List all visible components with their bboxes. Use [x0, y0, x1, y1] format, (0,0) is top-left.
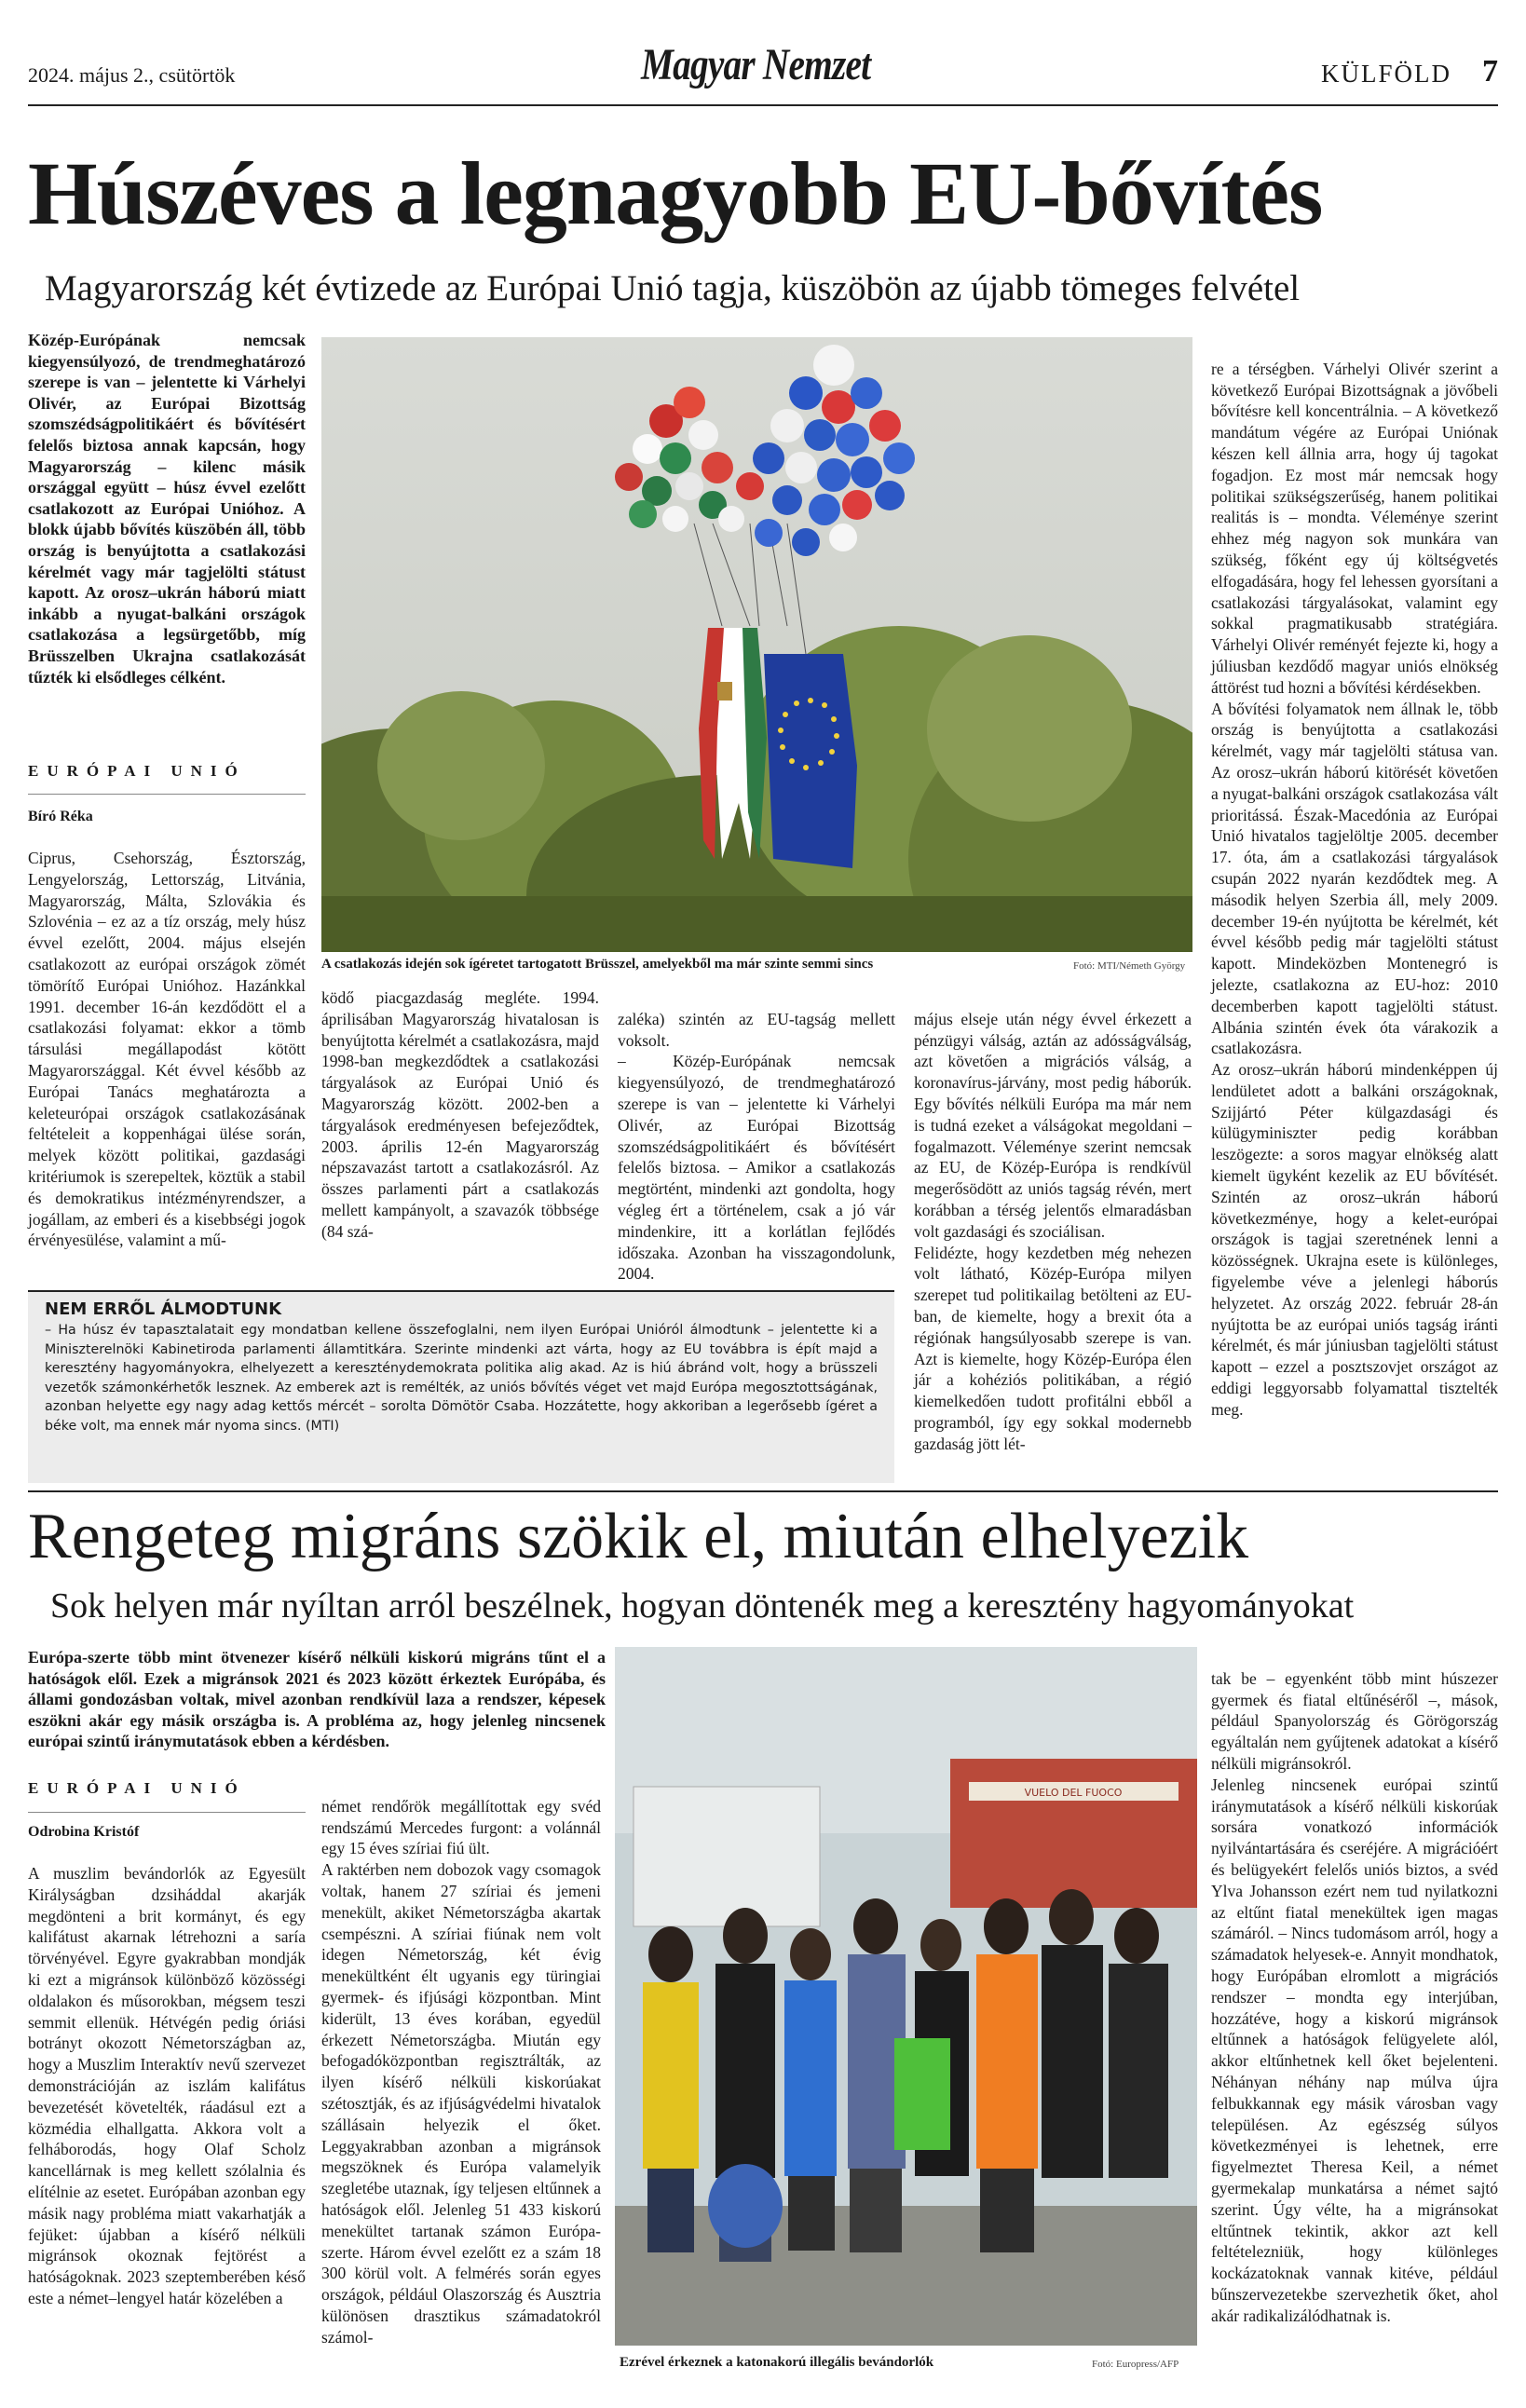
article1-author: Bíró Réka [28, 809, 93, 824]
migrants-photo [615, 1647, 1197, 2346]
quote-box-title: NEM ERRŐL ÁLMODTUNK [45, 1299, 282, 1319]
rubric-divider-2 [28, 1812, 306, 1813]
article1-deck: Magyarország két évtizede az Európai Unió tagja, küszöbön az újabb tömeges felvétel [45, 268, 1301, 308]
newspaper-title[interactable]: Magyar Nemzet [641, 40, 871, 89]
masthead-rule [28, 104, 1498, 106]
article1-photo [321, 337, 1192, 952]
quote-box [28, 1290, 894, 1483]
article2-photo-caption: Ezrével érkeznek a katonakorú illegális bevándorlók [620, 2355, 934, 2370]
issue-date: 2024. május 2., csütörtök [28, 63, 236, 87]
article1-rubric: EURÓPAI UNIÓ [28, 762, 246, 780]
article1-column-1 [28, 848, 306, 1251]
article1-photo-credit: Fotó: MTI/Németh György [1073, 960, 1186, 972]
article1-col2-text: ködő piacgazdaság megléte. 1994. áprilisában Magyarország hivatalosan is benyújtotta kérelmét a csatlakozásra, majd 1998-ban megkezdődtek a csatlakozási tárgyalások az Európai Unió és Magyarország között. 2002-ben a tárgyalások eredményesen befejeződtek, 2003. április 12-én Magyarország népszavazást tartott a csatlakozásról. Az összes parlamenti párt a csatlakozás mellett kampányolt, a szavazók többsége (84 szá- [321, 988, 599, 1241]
article2-col3-text: tak be – egyenként több mint húszezer gyermek és fiatal eltűnéséről –, mások, például Spanyolország és Görögország egyáltalán nem gyűjtenek adatokat a kísérő nélküli migránsokról. Jelenleg nincsenek európai szintű iránymutatások a kísérő nélküli kiskorúak sorsára vonatkozó információk nyilvántartására és cseréjére. A migrációért és belügyekért felelős uniós biztos, a svéd Ylva Johansson ezért nem tud nyilatkozni az eltűnt fiatal menekültek igen magas számáról. – Nincs tudomásom arról, hogy a számadatok helyesek-e. Annyit mondhatok, hogy Európában elromlott a migrációs rendszer – mondta egy interjúban, hozzátéve, hogy a kiskorú migránsok eltűnnek a hatóságok felügyelete alól, akkor eltűnhetnek kell őket bejelenteni. Néhányan néhány nap múlva újra felbukkannak egy másik városban vagy településen. Az egészség súlyos következményei is lehetnek, erre figyelmeztet Theresa Keil, a német gyermekalap munkatársa a német sajtó szerint. Úgy vélte, ha a migránsokat eltűntnek tekintik, akkor azt kell feltételezniük, hogy különleges kockázatoknak vannak kitéve, például bűnszervezetekbe szervezhetik őket, ahol akár radikalizálódhatnak is. [1211, 1668, 1498, 2325]
container-sign: VUELO DEL FUOCO [1024, 1787, 1123, 1799]
article1-col3-text: zaléka) szintén az EU-tagság mellett voksolt. – Közép-Európának nemcsak kiegyensúlyozó, de trendmeghatározó szerepe is van – jelentette ki Várhelyi Olivér, az Európai Bizottság szomszédságpolitikáért és bővítésért felelős biztosa. – Amikor a csatlakozás megtörtént, mindenki azt gondolta, hogy végleg ért a történelem, csak a jó vár mindenkire, itt a korlátlan fejlődés időszaka. Azonban ha visszagondolunk, 2004. [618, 1009, 895, 1284]
article2-headline: Rengeteg migráns szökik el, miután elhelyezik [28, 1501, 1249, 1572]
article1-column-2 [321, 987, 599, 1243]
section-name: KÜLFÖLD [1321, 60, 1451, 88]
article1-column-4 [914, 987, 1192, 1476]
article1-headline: Húszéves a legnagyobb EU-bővítés [28, 143, 1323, 243]
article1-col1-text: Ciprus, Csehország, Észtország, Lengyelország, Lettország, Litvánia, Magyarország, Málta, Szlovákia és Szlovénia – ez az a tíz ország, mely húsz évvel ezelőtt, 2004. május elsején csatlakozott az európai országok zömét tömörítő Európai Unióhoz. Hazánkkal 1991. december 16-án kezdődött el a csatlakozási folyamat: ekkor a tömb társulási megállapodást kötött Magyarországgal. Két évvel később az Európai Tanács meghatározta a keleteurópai országok csatlakozásának feltételeit a koppenhágai ülése során, melyek között politikai, gazdasági kritériumok is szerepeltek, köztük a stabil és demokratikus intézményrendszer, a jogállam, az emberi és a kisebbségi jogok érvényesülése, valamint a mű- [28, 849, 306, 1250]
balloons-flags-photo [321, 337, 1192, 952]
article1-column-3 [618, 987, 895, 1306]
article2-author: Odrobina Kristóf [28, 1824, 140, 1840]
article2-deck: Sok helyen már nyíltan arról beszélnek, hogyan döntenék meg a keresztény hagyományokat [50, 1586, 1355, 1626]
article2-column-1 [28, 1863, 306, 2309]
rubric-divider [28, 794, 306, 795]
article1-col5-text: re a térségben. Várhelyi Olivér szerint a következő Európai Bizottságnak a jövőbeli bővítésre kell koncentrálnia. – A következő mandátum végére az Európai Uniónak készen kell állnia arra, hogy új tagokat fogadjon. Ez most már nemcsak hogy politikai szükségszerűség, hanem politikai realitás is – mondta. Véleménye szerint ehhez még nagyon sok munkára van szükség, főként egy új költségvetés elfogadására, hogy fel lehessen gyorsítani a csatlakozási tárgyalásokat, valamint egy sokkal pragmatikusabb stratégiára. Várhelyi Olivér reményét fejezte ki, hogy a júliusban kezdődő magyar uniós elnökség áttörést tud hozni a bővítési kérdésekben. A bővítési folyamatok nem állnak le, több ország is benyújtotta a csatlakozási kérelmét, vagy már tagjelölti státusa van. Az orosz–ukrán háború kitörését követően a nyugat-balkáni országok csatlakozása vált prioritássá. Észak-Macedónia az Európai Unió hivatalos tagjelöltje 2005. december 17. óta, ám a csatlakozási tárgyalások csupán 2022 nyarán kezdődtek meg. A második helyen Szerbia áll, mely 2009. december 19-én nyújtotta be kérelmét, két évvel később pedig már tagjelölti státust kapott. Mindeközben Montenegró is jelezte, csatlakozna az EU-hoz: 2010 decemberben kapott tagjelölti státust. Albánia szintén évek óta várakozik a csatlakozásra. Az orosz–ukrán háború mindenképpen új lendületet adott a balkáni országoknak, Szijjártó Péter külgazdasági és külügyminiszter pedig korábban leszögezte: a soros magyar elnökség alatt kiemelt ügyként kezelik az EU bővítését. Szintén az orosz–ukrán háború következménye, hogy a kelet-európai országok is tagjai szeretnének lenni a közösségnek. Ukrajna esete is különleges, figyelembe véve a jelenlegi háborús helyzetet. Az ország 2022. február 28-án nyújtotta be az európai uniós tagság iránti kérelmét, és már júniusban tagjelölti státust kapott – ezzel a posztszovjet országot az eddigi leggyorsabb folyamattal tisztelték meg. [1211, 359, 1498, 1419]
article2-lead-text: Európa-szerte több mint ötvenezer kísérő nélküli kiskorú migráns tűnt el a hatóságok elől. Ezek a migránsok 2021 és 2023 között érkeztek Európába, és állami gondozásban voltak, mivel azonban rendkívül laza a rendszer, képesek eszökni akár egy másik országba is. A probléma az, hogy jelenleg nincsenek európai szintű iránymutatások ebben a kérdésben. [28, 1648, 606, 1751]
article1-lead-text: Közép-Európának nemcsak kiegyensúlyozó, de trendmeghatározó szerepe is van – jelentette ki Várhelyi Olivér, az Európai Bizottság szomszédságpolitikáért és bővítésért felelős biztosa annak kapcsán, hogy Magyarország – kilenc másik országgal együtt – húsz évvel ezelőtt csatlakozott az Európai Unióhoz. A blokk újabb bővítés küszöbén áll, több ország is benyújtotta a csatlakozási kérelmét vagy már tagjelölti státust kapott. Az orosz–ukrán háború miatt inkább a nyugat-balkáni országok csatlakozása a legsürgetőbb, míg Brüsszelben Ukrajna csatlakozását tűzték ki elsődleges célként. [28, 331, 306, 687]
article1-photo-caption: A csatlakozás idején sok ígéretet tartogatott Brüsszel, amelyekből ma már szinte semmi sincs [321, 957, 874, 972]
article-separator [28, 1490, 1498, 1492]
article1-column-5 [1211, 337, 1498, 1441]
article2-photo-credit: Fotó: Europress/AFP [1092, 2359, 1179, 2370]
article2-col1-text: A muszlim bevándorlók az Egyesült Királyságban dzsiháddal akarják megdönteni a brit kormányt, és egy kalifátust akarnak létrehozni a saría törvényével. Egyre gyakrabban mondják ki ezt a migránsok különböző közösségi oldalakon és műsorokban, mégsem teszi semmit ellenük. Hétvégén pedig óriási botrányt okozott Németországban az, hogy a Muszlim Interaktív nevű szervezet demonstrációján az iszlám kalifátus bevezetését követelték, ráadásul ezt a közmédia elhallgatta. Akkora volt a felháborodás, hogy Olaf Scholz kancellárnak is meg kellett szólalnia és elítélnie az esetet. Európában azonban egy másik nagy probléma miatt vakarhatják a fejüket: újabban a kísérő nélküli migránsok okoznak fejtörést a hatóságoknak. 2023 szeptemberében késő este a német–lengyel határ közelében a [28, 1864, 306, 2307]
article2-lead [28, 1647, 606, 1752]
article1-col4-text: május elseje után négy évvel érkezett a pénzügyi válság, aztán az adósságválság, azt követően a migrációs válság, a koronavírus-járvány, most pedig háborúk. Egy bővítés nélküli Európa ma már nem is tudná ezeket a válságokat megoldani – fogalmazott. Véleménye szerint nemcsak az EU, de Közép-Európa is rendkívül megerősödött az uniós tagság révén, mert korábban a térség jelentős elmaradásban volt gazdasági és szociálisan. Felidézte, hogy kezdetben még nehezen volt látható, Közép-Európa milyen szerepet tud politikailag betölteni az EU-ban, de kiemelte, hogy a brexit óta a régiónak hangsúlyosabb szerepe is van. Azt is kiemelte, hogy Közép-Európa élen jár a kohéziós politikában, a régió kiemelkedően tudott profitálni ebből a programból, így egy sokkal modernebb gazdaság jött lét- [914, 1009, 1192, 1453]
article2-column-3 [1211, 1647, 1498, 2347]
eu-flag-drawing [764, 654, 857, 868]
page-number: 7 [1482, 54, 1498, 88]
article1-lead [28, 330, 306, 687]
article2-column-2 [321, 1775, 601, 2369]
quote-box-body: – Ha húsz év tapasztalatait egy mondatban kellene összefoglalni, nem ilyen Európai Unióról álmodtunk – jelentette ki a Miniszterelnöki Kabinetiroda parlamenti államtitkára. Szerinte mindenki azt várta, hogy az EU továbbra is épít majd a keresztény hagyományokra, elhelyezett a kereszténydemokrata politika alig akad. Az is hiú ábránd volt, hogy a brüsszeli vezetők számonkérhetők lesznek. Az emberek azt is remélték, az uniós bővítés véget vet majd Európa megosztottságának, azonban helyette egy nagy adag kettős mércét – sorolta Dömötör Csaba. Hozzátette, hogy akkoriban a legerősebb ígéret a béke volt, ma ennek már nyoma sincs. (MTI) [45, 1323, 878, 1434]
article2-rubric: EURÓPAI UNIÓ [28, 1779, 246, 1797]
article2-photo [615, 1647, 1197, 2346]
article2-col2-text: német rendőrök megállítottak egy svéd rendszámú Mercedes furgont: a volánnál egy 15 éves szíriai fiú ült. A raktérben nem dobozok vagy csomagok voltak, hanem 27 szíriai és jemeni menekült, akiket Németországba akartak csempészni. A szíriai fiúnak nem volt idegen Németország, két évig menekültként élt ugyanis egy türingiai gyermek- és ifjúsági központban. Mint kiderült, 13 éves korában, egyedül érkezett Németországba. Miután egy befogadóközpontban regisztrálták, az ilyen kísérő nélküli kiskorúakat szétosztják, és az ifjúságvédelmi hivatalok szállásain helyezik el őket. Leggyakrabban azonban a migránsok megszöknek és Európa valamelyik szegletébe utaznak, így teljesen eltűnnek a hatóságok elől. Jelenleg 51 433 kiskorú menekültet tartanak számon Európa-szerte. Három évvel ezelőtt ez a szám 18 300 körül volt. A felmérés során egyes országok, például Olaszország és Ausztria különösen drasztikus számadatokról számol- [321, 1796, 601, 2347]
